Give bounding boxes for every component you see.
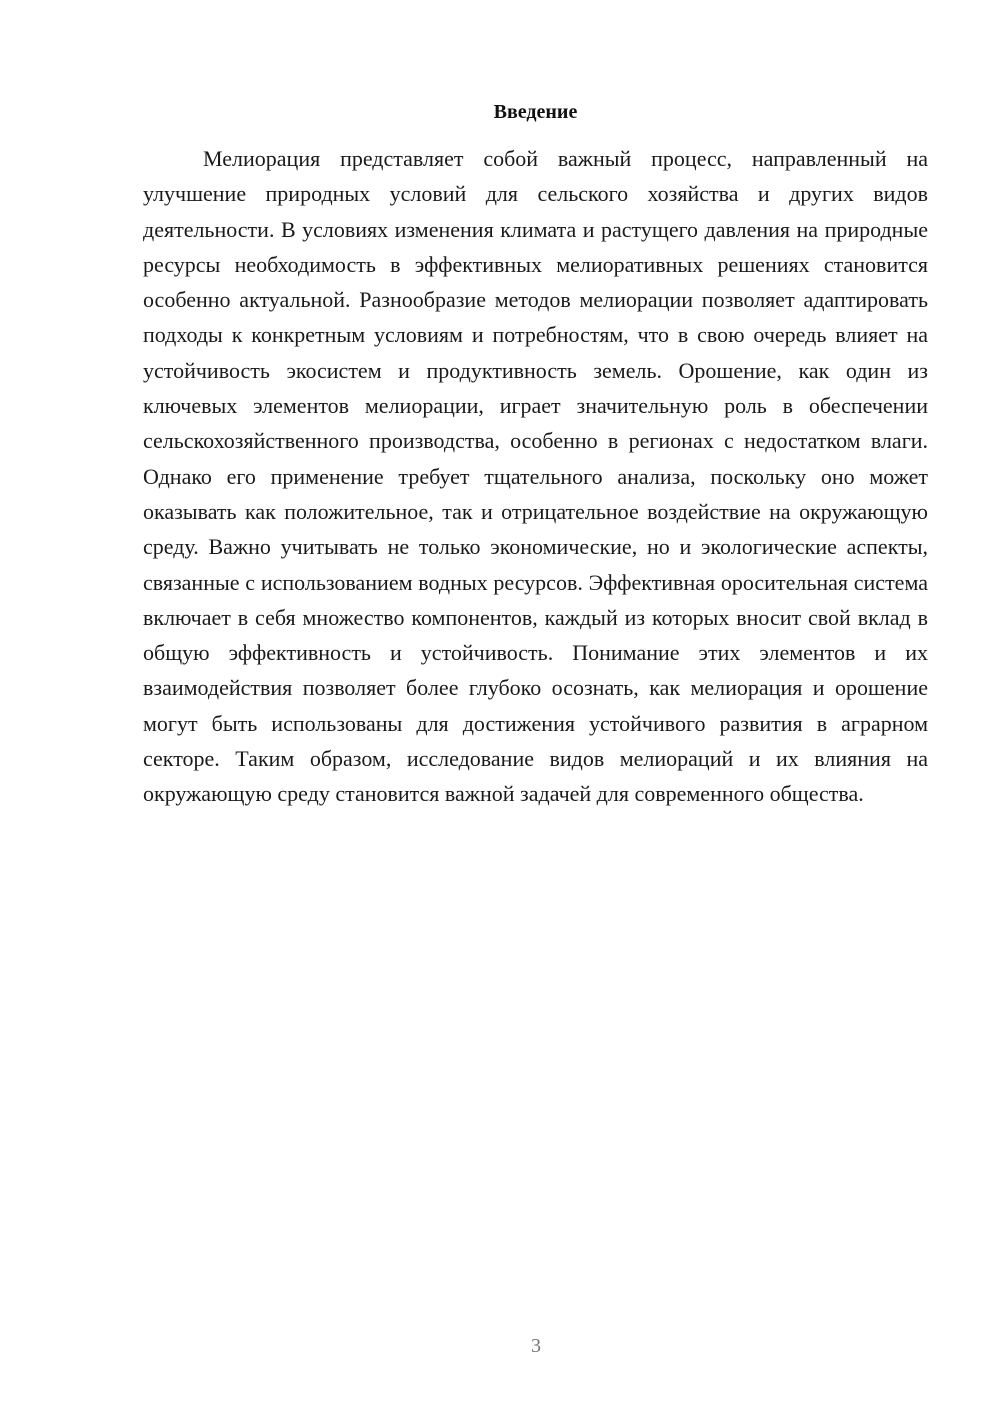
page-number: 3 (531, 1335, 541, 1357)
section-heading: Введение (493, 101, 578, 123)
body-paragraph: Мелиорация представляет собой важный процесс, направленный на улучшение природных условий для сельского хозяйства и других видов деятельности. В условиях изменения климата и растущего давления на природные ресурсы необходимость в эффективных мелиоративных решениях становится особенно актуальной. Разнообразие методов мелиорации позволяет адаптировать подходы к конкретным условиям и потребностям, что в свою очередь влияет на устойчивость экосистем и продуктивность земель. Орошение, как один из ключевых элементов мелиорации, играет значительную роль в обеспечении сельскохозяйственного производства, особенно в регионах с недостатком влаги. Однако его применение требует тщательного анализа, поскольку оно может оказывать как положительное, так и отрицательное воздействие на окружающую среду. Важно учитывать не только экономические, но и экологические аспекты, связанные с использованием водных ресурсов. Эффективная оросительная система включает в себя множество компонентов, каждый из которых вносит свой вклад в общую эффективность и устойчивость. Понимание этих элементов и их взаимодействия позволяет более глубоко осознать, как мелиорация и орошение могут быть использованы для достижения устойчивого развития в аграрном секторе. Таким образом, исследование видов мелиораций и их влияния на окружающую среду становится важной задачей для современного общества. (143, 146, 928, 807)
